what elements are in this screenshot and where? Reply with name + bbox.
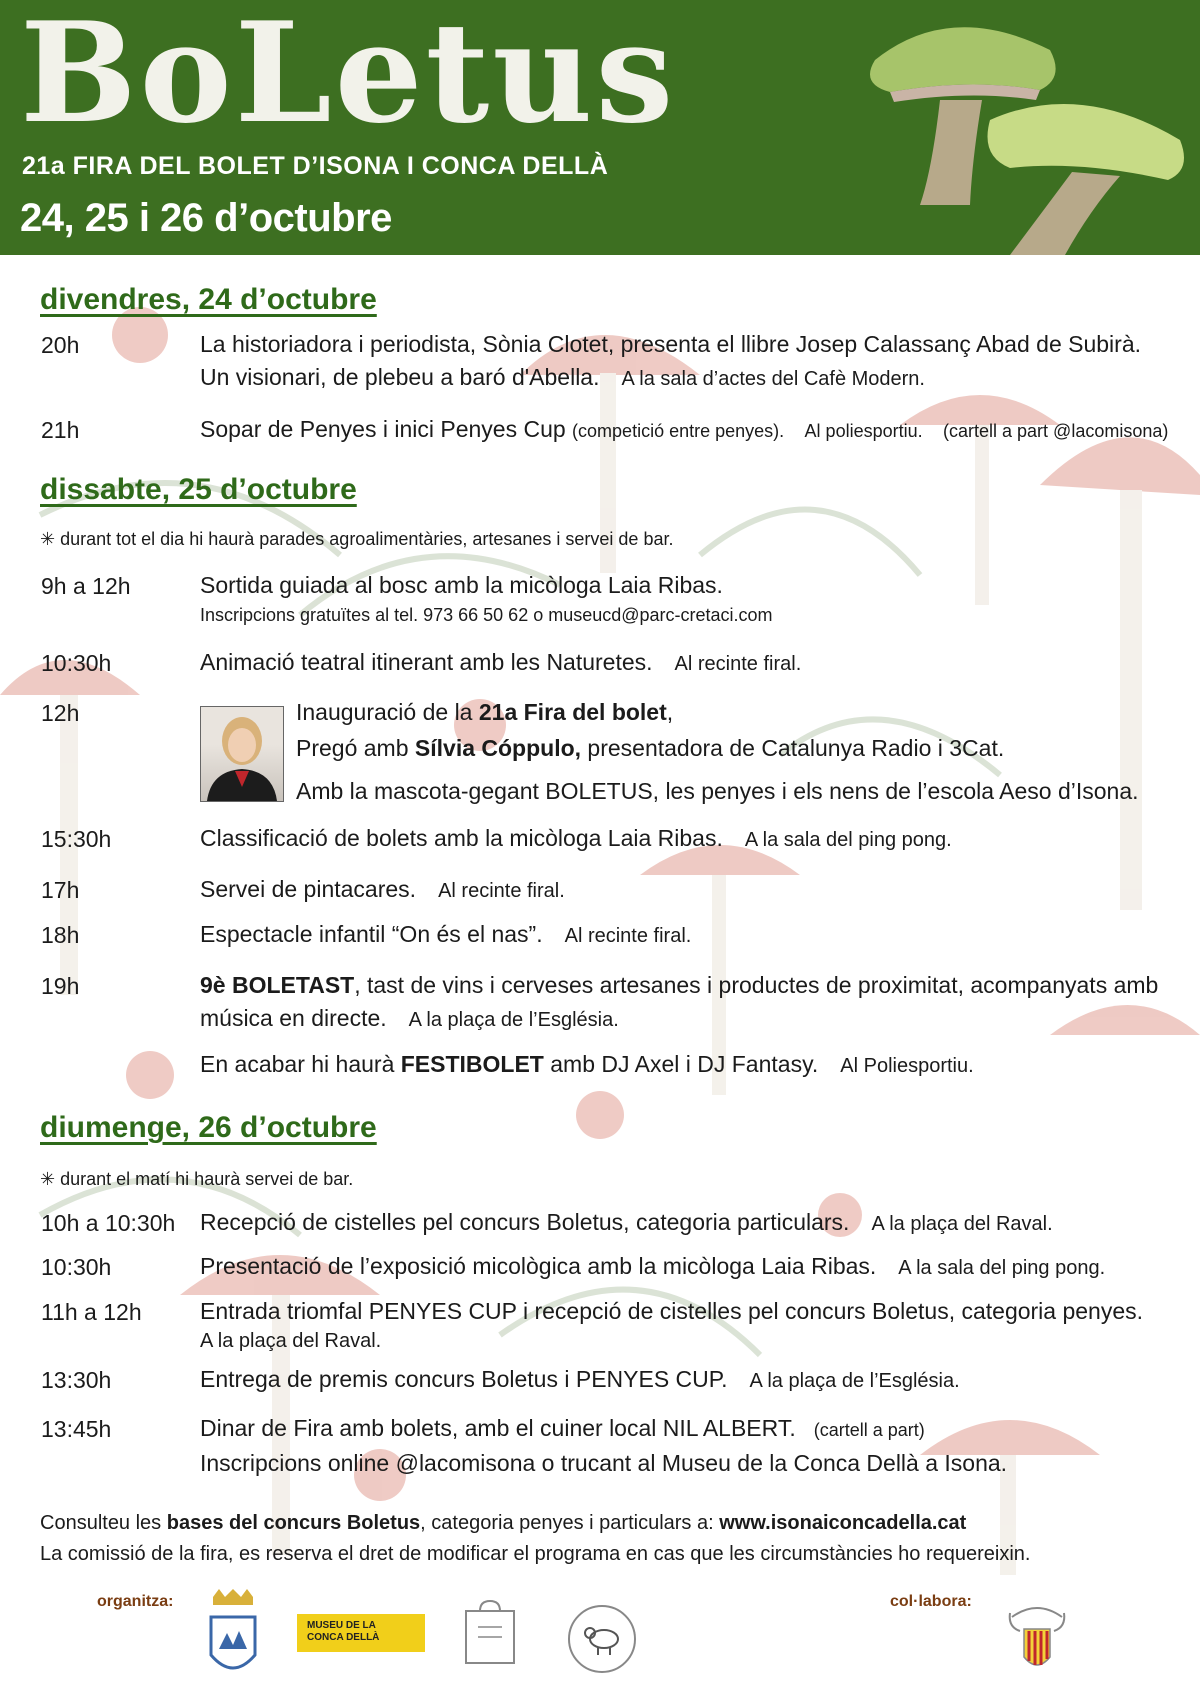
event-entry	[200, 413, 1185, 448]
event-extra: (cartell a part)	[813, 1420, 925, 1440]
event-text: , tast de vins i cerveses artesanes i productes de proximitat, acompanyats amb	[354, 972, 1159, 998]
event-entry	[200, 569, 1185, 628]
time-label: 17h	[41, 877, 80, 903]
footer-rules-line	[40, 1512, 966, 1535]
museu-logo-line: CONCA DELLÀ	[307, 1632, 380, 1643]
event-location: Al poliesportiu.	[804, 421, 923, 441]
time-label: 18h	[41, 922, 80, 948]
event-entry	[200, 873, 1185, 908]
day-note	[40, 529, 673, 550]
presenter-photo	[200, 706, 284, 802]
event-location: A la plaça del Raval.	[871, 1213, 1053, 1235]
diputacio-lleida-logo	[1002, 1599, 1072, 1679]
event-text: Un visionari, de plebeu a baró d'Abella.	[200, 364, 600, 390]
event-text: ,	[666, 699, 674, 725]
day-heading-saturday: dissabte, 25 d’octubre	[40, 473, 357, 506]
event-text: Pregó amb	[296, 735, 415, 761]
event-entry	[200, 1363, 1185, 1398]
asterisk-icon: ✳	[40, 1169, 56, 1189]
footer-text: Consulteu les	[40, 1512, 167, 1534]
organitza-label: organitza:	[97, 1593, 174, 1610]
event-text: Animació teatral itinerant amb les Naturetes.	[200, 649, 653, 675]
event-dates: 24, 25 i 26 d’octubre	[20, 196, 392, 240]
event-text: Entrega de premis concurs Boletus i PENYES CUP.	[200, 1366, 728, 1392]
event-location: A la sala del ping pong.	[898, 1257, 1106, 1279]
event-entry	[200, 1206, 1185, 1241]
event-text: música en directe.	[200, 1005, 387, 1031]
event-text: Amb la mascota-gegant BOLETUS, les penyes i els nens de l’escola Aeso d’Isona.	[296, 778, 1139, 804]
event-text: amb DJ Axel i DJ Fantasy.	[543, 1051, 819, 1077]
footer-disclaimer: La comissió de la fira, es reserva el dret de modificar el programa en cas que les circumstàncies ho requereixin.	[40, 1543, 1031, 1565]
event-text: En acabar hi haurà	[200, 1051, 401, 1077]
time-label: 13:45h	[41, 1416, 112, 1442]
sponsors-footer	[0, 1577, 1200, 1697]
event-entry	[200, 822, 1185, 857]
event-entry	[296, 696, 1186, 808]
event-text: Sopar de Penyes i inici Penyes Cup	[200, 416, 566, 442]
time-label: 15:30h	[41, 826, 112, 852]
time-label: 10h a 10:30h	[41, 1210, 176, 1236]
event-entry	[200, 1250, 1185, 1285]
museu-logo-text	[297, 1614, 425, 1644]
event-text: Presentació de l’exposició micològica amb la micòloga Laia Ribas.	[200, 1253, 877, 1279]
time-label: 11h a 12h	[41, 1299, 142, 1325]
event-detail: (competició entre penyes).	[572, 421, 785, 441]
ajuntament-isona-logo	[203, 1587, 263, 1687]
event-detail: Inscripcions gratuïtes al tel. 973 66 50 62 o museucd@parc-cretaci.com	[200, 605, 773, 625]
time-label: 13:30h	[41, 1367, 112, 1393]
event-entry	[200, 1295, 1185, 1354]
event-location: Al Poliesportiu.	[840, 1055, 974, 1077]
event-text: Espectacle infantil “On és el nas”.	[200, 921, 543, 947]
event-entry	[200, 918, 1185, 953]
event-entry	[200, 328, 1185, 396]
footer-text-bold: bases del concurs Boletus	[166, 1512, 421, 1534]
time-label: 10:30h	[41, 1254, 112, 1280]
event-text-bold: 21a Fira del bolet	[478, 699, 667, 725]
museu-conca-della-logo	[297, 1614, 425, 1652]
event-entry	[200, 646, 1185, 681]
event-location: Al recinte firal.	[564, 925, 692, 947]
day-heading-friday: divendres, 24 d’octubre	[40, 283, 377, 316]
event-location: A la plaça de l’Església.	[408, 1009, 619, 1031]
day-heading-sunday: diumenge, 26 d’octubre	[40, 1111, 377, 1144]
event-text: Entrada triomfal PENYES CUP i recepció de cistelles pel concurs Boletus, categoria penyes.	[200, 1298, 1144, 1324]
event-text: Inscripcions online @lacomisona o trucant al Museu de la Conca Dellà a Isona.	[200, 1450, 1008, 1476]
col-labora-label: col·labora:	[890, 1593, 972, 1610]
time-label: 21h	[41, 417, 80, 443]
portrait-image	[201, 707, 283, 801]
day-note	[40, 1169, 353, 1190]
time-label: 9h a 12h	[41, 573, 131, 599]
note-text: durant el matí hi haurà servei de bar.	[60, 1169, 354, 1189]
time-label: 12h	[41, 700, 80, 726]
event-entry	[200, 1412, 1185, 1480]
event-subtitle: 21a FIRA DEL BOLET D’ISONA I CONCA DELLÀ	[22, 152, 609, 180]
presenter-name: Sílvia Cóppulo,	[414, 735, 582, 761]
event-extra: (cartell a part @lacomisona)	[943, 421, 1169, 441]
event-location: Al recinte firal.	[438, 880, 565, 902]
event-text: Sortida guiada al bosc amb la micòloga Laia Ribas.	[200, 572, 723, 598]
event-entry	[200, 969, 1185, 1083]
event-location: A la sala d’actes del Cafè Modern.	[621, 368, 925, 390]
event-text-bold: 9è BOLETAST	[200, 972, 355, 998]
event-text: presentadora de Catalunya Radio i 3Cat.	[581, 735, 1005, 761]
time-label: 19h	[41, 973, 80, 999]
event-text: Dinar de Fira amb bolets, amb el cuiner local NIL ALBERT.	[200, 1415, 796, 1441]
note-text: durant tot el dia hi haurà parades agroalimentàries, artesanes i servei de bar.	[60, 529, 674, 549]
shopping-bags-logo	[460, 1597, 520, 1679]
asterisk-icon: ✳	[40, 529, 56, 549]
event-location: A la plaça del Raval.	[200, 1330, 382, 1352]
event-text-bold: FESTIBOLET	[400, 1051, 544, 1077]
event-text: Recepció de cistelles pel concurs Boletus, categoria particulars.	[200, 1209, 850, 1235]
event-location: A la plaça de l’Església.	[749, 1370, 960, 1392]
event-text: Classificació de bolets amb la micòloga Laia Ribas.	[200, 825, 723, 851]
sheep-circle-logo	[566, 1603, 638, 1675]
event-text: Servei de pintacares.	[200, 876, 417, 902]
event-text: La historiadora i periodista, Sònia Clotet, presenta el llibre Josep Calassanç Abad de Subirà.	[200, 331, 1142, 357]
footer-text: , categoria penyes i particulars a:	[420, 1512, 720, 1534]
time-label: 10:30h	[41, 650, 112, 676]
event-location: A la sala del ping pong.	[744, 829, 952, 851]
event-text: Inauguració de la	[296, 699, 479, 725]
event-location: Al recinte firal.	[674, 653, 802, 675]
museu-logo-line: MUSEU DE LA	[307, 1620, 376, 1631]
time-label: 20h	[41, 332, 80, 358]
event-title: BoLetus	[20, 0, 677, 154]
website-link[interactable]: www.isonaiconcadella.cat	[719, 1512, 967, 1534]
